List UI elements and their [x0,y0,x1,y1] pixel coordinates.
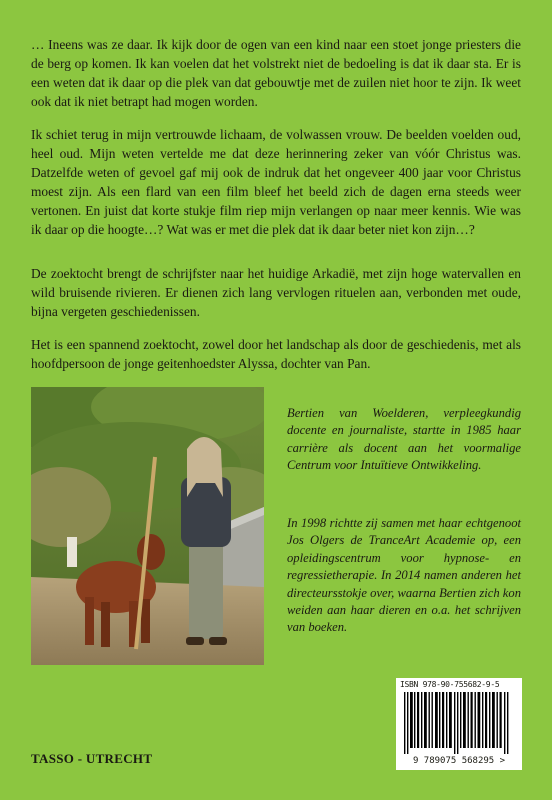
author-bio-paragraph-1: Bertien van Woelderen, verpleegkundig docente en journaliste, startte in 1985 haar carrière als docent aan het voormalige Centrum voor Intuïtieve Ontwikkeling. [287,406,521,473]
publisher-imprint: TASSO - UTRECHT [31,751,153,766]
author-bio-paragraph-2: In 1998 richtte zij samen met haar echtgenoot Jos Olgers de TranceArt Academie op, een opleidingscentrum voor hypnose- en regressietherapie. In 2014 namen anderen het directeursstokje over, waarna Bertien zich kon weiden aan haar dieren en o.a. het schrijven van boeken. [287,516,521,635]
author-photo [31,387,264,665]
blurb-paragraph-2: Ik schiet terug in mijn vertrouwde lichaam, de volwassen vrouw. De beelden voelden oud, heel oud. Mijn weten vertelde me dat deze herinnering zeker van vóór Christus was. Datzelfde weten of gevoel gaf mij ook de indruk dat het ongeveer 400 jaar voor Christus moest zijn. Als een flard van een film bleef het beeld zich de dagen erna steeds weer vertonen. En juist dat korte stukje film riep mijn verlangen op naar meer kennis. Wie was ik daar op die hoogte…? Wat was er met die plek dat ik daar beter niet kon zijn…? [31,127,521,237]
isbn-barcode [396,678,522,770]
blurb-paragraph-1: … Ineens was ze daar. Ik kijk door de ogen van een kind naar een stoet jonge priesters die de berg op komen. Ik kan voelen dat het volstrekt niet de bedoeling is dat ik daar sta. Er is een weten dat ik daar op die plek van dat gebouwtje met de zuilen niet hoor te zijn. Ik weet ook dat ik niet betrapt had mogen worden. [31,37,521,109]
isbn-label: ISBN 978-90-755682-9-5 [400,680,500,689]
blurb-paragraph-4: Het is een spannend zoektocht, zowel door het landschap als door de geschiedenis, met als hoofdpersoon de jonge geitenhoedster Alyssa, dochter van Pan. [31,337,521,371]
blurb-paragraph-3: De zoektocht brengt de schrijfster naar het huidige Arkadië, met zijn hoge watervallen en wild bruisende rivieren. Er dienen zich lang vervlogen rituelen aan, verbonden met oude, bijna vergeten geschiedenissen. [31,266,521,319]
barcode-digits: 9 789075 568295 > [412,756,506,766]
barcode-bars [404,692,514,754]
